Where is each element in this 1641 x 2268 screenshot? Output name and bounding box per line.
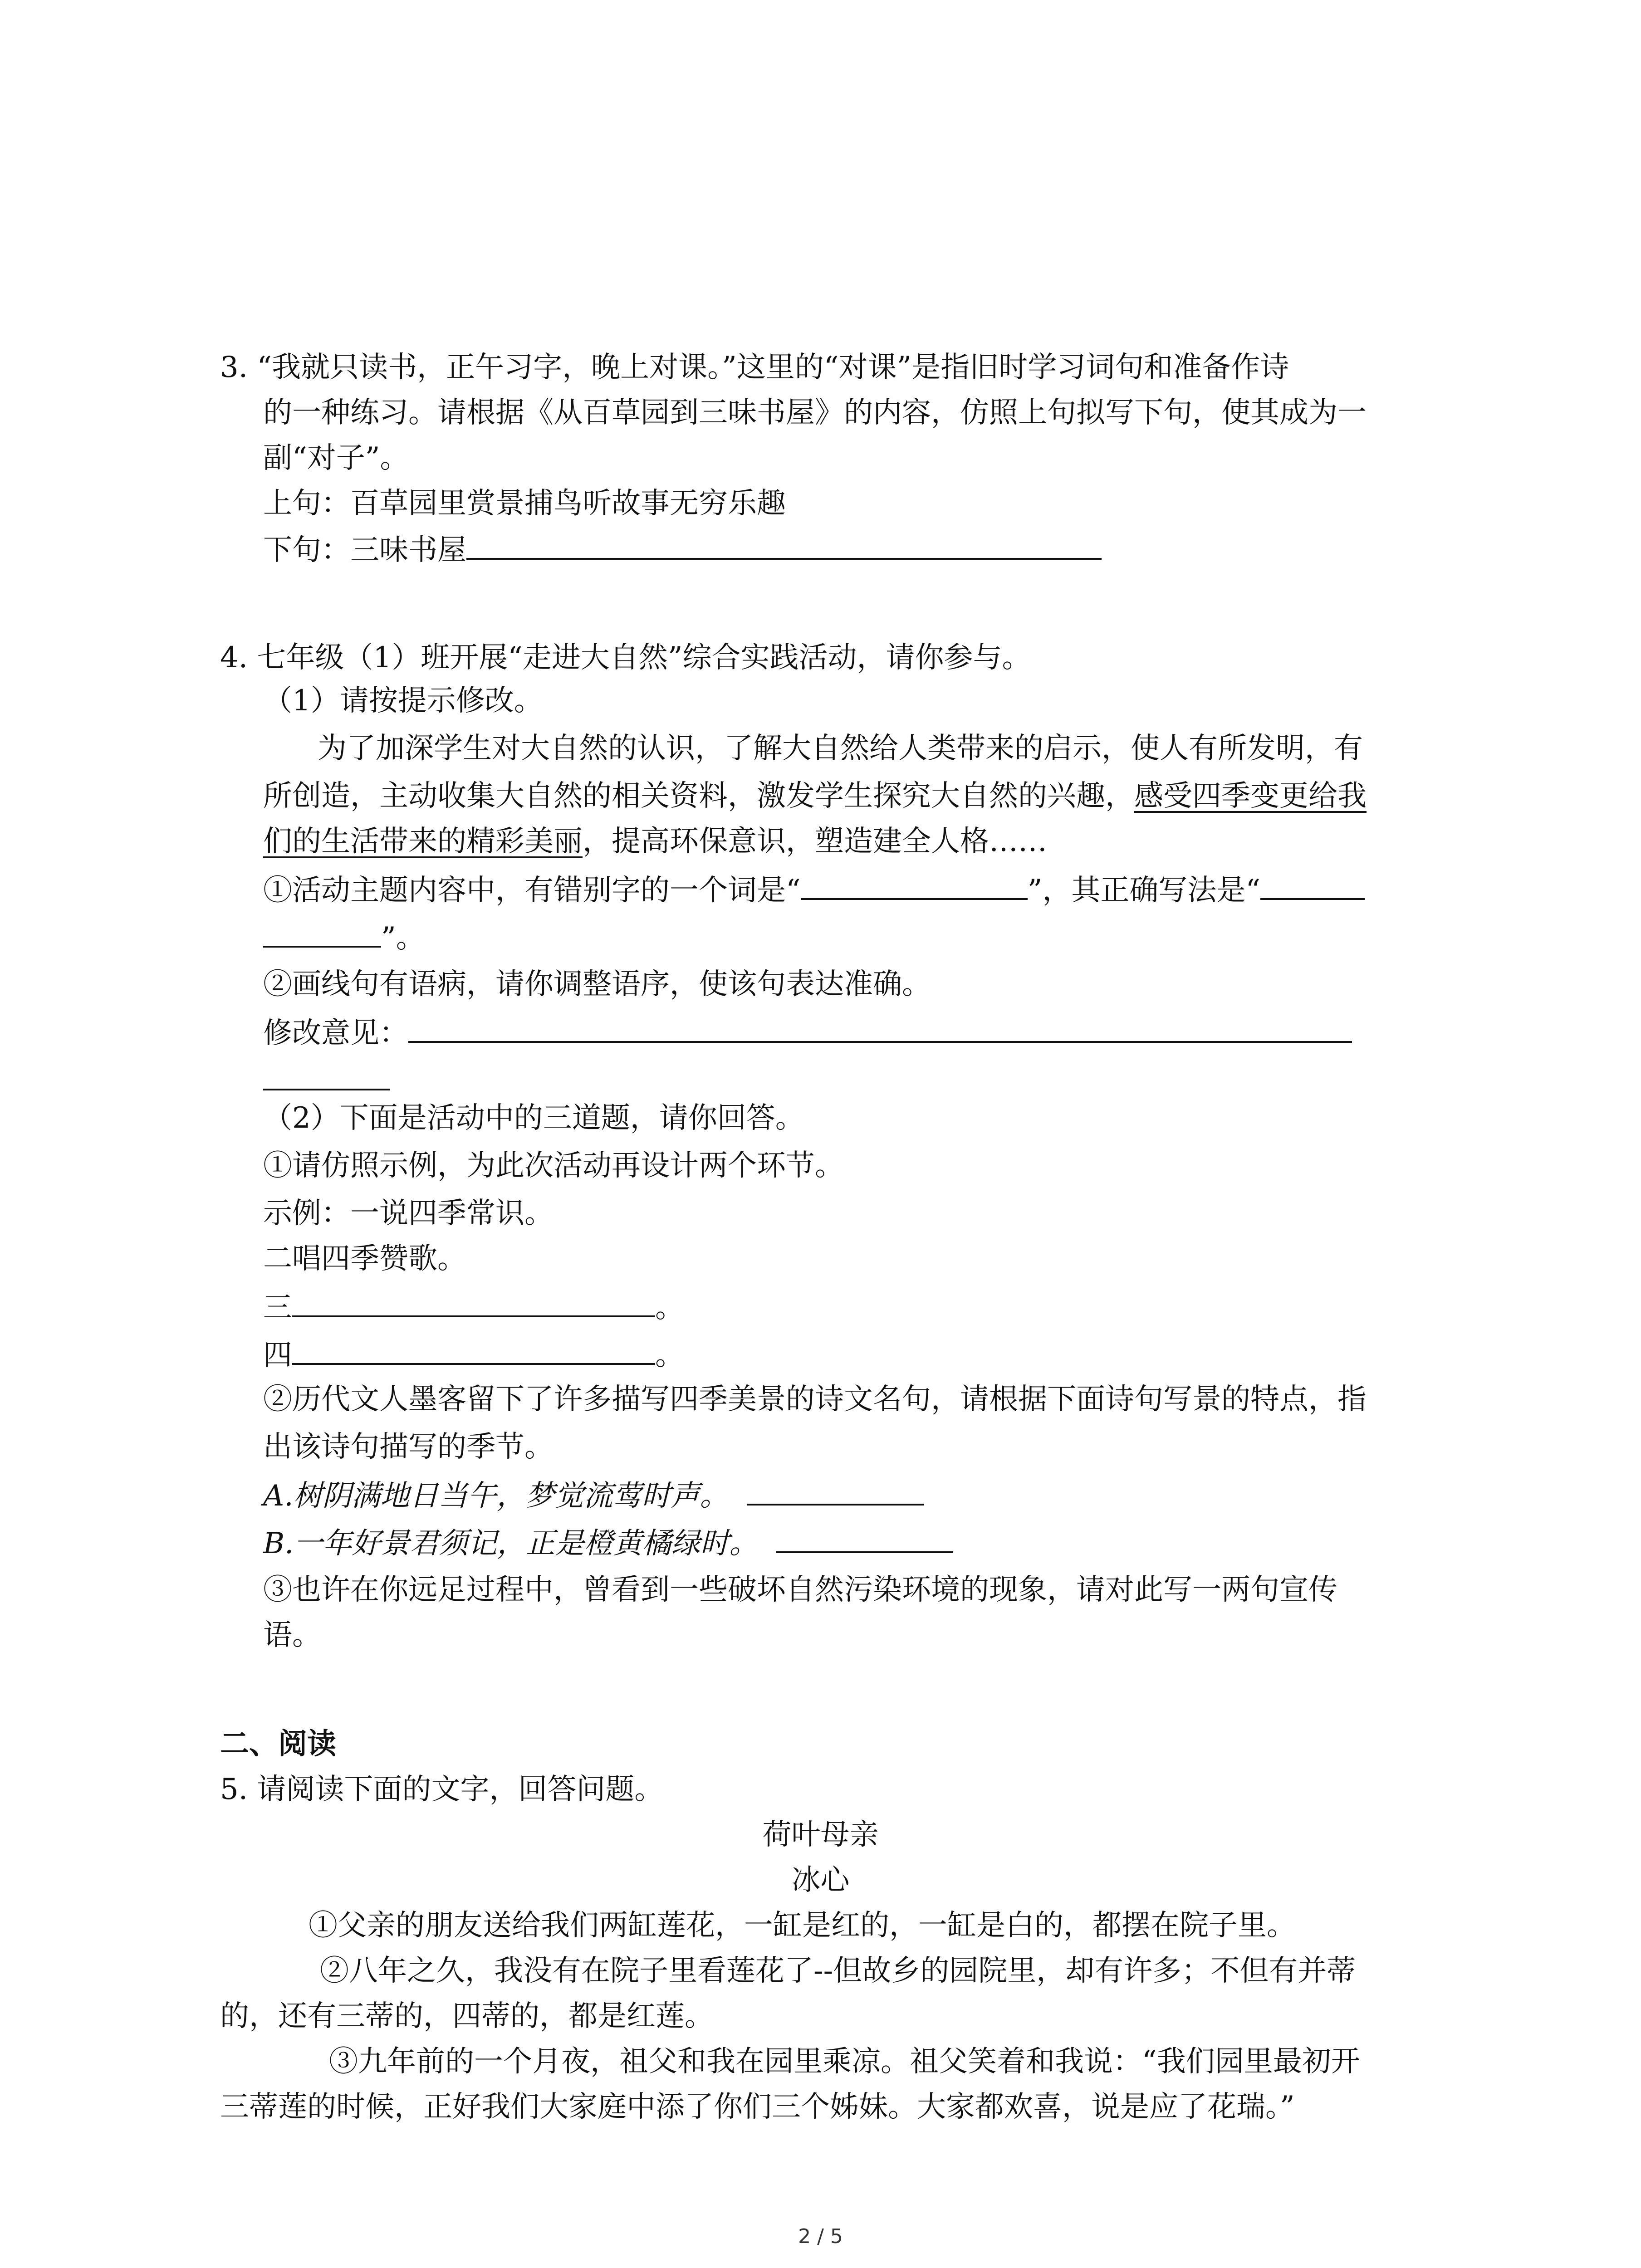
q4-q1-text-a: ①活动主题内容中，有错别字的一个词是“	[263, 874, 801, 907]
step-four-blank[interactable]	[292, 1336, 655, 1365]
correct-word-blank-part-2[interactable]	[263, 919, 381, 948]
q4-para-line-1: 为了加深学生对大自然的认识，了解大自然给人类带来的启示，使人有所发明，有	[318, 732, 1363, 765]
wrong-word-blank[interactable]	[801, 871, 1028, 900]
underlined-sentence-part-2: 们的生活带来的精彩美丽	[263, 825, 583, 858]
step-three-blank[interactable]	[292, 1288, 655, 1317]
q4-four-period: 。	[655, 1339, 684, 1372]
revise-blank-cont[interactable]	[263, 1061, 390, 1090]
q4-poem-line-2: 出该诗句描写的季节。	[263, 1430, 554, 1464]
revise-line	[263, 1014, 1352, 1051]
q3-line-2: 的一种练习。请根据《从百草园到三味书屋》的内容，仿照上句拟写下句，使其成为一	[263, 396, 1367, 430]
option-a-blank[interactable]	[747, 1476, 924, 1505]
q4-poem-line-1: ②历代文人墨客留下了许多描写四季美景的诗文名句，请根据下面诗句写景的特点，指	[263, 1383, 1367, 1416]
section-heading: 二、阅读	[220, 1727, 336, 1761]
q4-three-label: 三	[263, 1291, 292, 1325]
option-b-blank[interactable]	[776, 1524, 953, 1553]
article-paragraph-3-line-2: 三蒂莲的时候，正好我们大家庭中添了你们三个姊妹。大家都欢喜，说是应了花瑞。”	[220, 2090, 1295, 2124]
option-b-line	[263, 1524, 953, 1562]
q4-q1-text-b: ”，其正确写法是“	[1027, 874, 1261, 907]
article-paragraph-1: ①父亲的朋友送给我们两缸莲花，一缸是红的，一缸是白的，都摆在院子里。	[309, 1909, 1296, 1942]
q4-para-line-2-text: 所创造，主动收集大自然的相关资料，激发学生探究大自然的兴趣，	[263, 779, 1134, 813]
q3-line-1: 3. “我就只读书，正午习字，晚上对课。”这里的“对课”是指旧时学习词句和准备作诗	[220, 351, 1289, 384]
option-a-text: A.树阴满地日当午，梦觉流莺时声。	[263, 1479, 729, 1513]
underlined-sentence-part-1: 感受四季变更给我	[1134, 779, 1367, 813]
q4-sub-2: （2）下面是活动中的三道题，请你回答。	[263, 1101, 804, 1135]
revise-blank[interactable]	[408, 1014, 1352, 1043]
q4-sing: 二唱四季赞歌。	[263, 1242, 466, 1276]
revise-label: 修改意见：	[263, 1017, 408, 1050]
page-number: 2 / 5	[798, 2225, 843, 2248]
option-a-line	[263, 1476, 924, 1514]
q4-question-1	[263, 871, 1365, 909]
q4-para-line-2	[263, 778, 1367, 814]
q4-sub-1: （1）请按提示修改。	[263, 684, 543, 718]
article-title: 荷叶母亲	[762, 1818, 879, 1852]
q3-answer-blank[interactable]	[466, 531, 1102, 560]
q4-question-1-cont	[263, 919, 425, 956]
q3-line-3: 副“对子”。	[263, 441, 409, 475]
revise-line-cont	[263, 1061, 390, 1099]
q4-three-period: 。	[655, 1291, 684, 1325]
correct-word-blank-part-1[interactable]	[1260, 871, 1365, 900]
q4-slogan-line-2: 语。	[263, 1618, 321, 1652]
q4-activity-instruction: ①请仿照示例，为此次活动再设计两个环节。	[263, 1149, 844, 1183]
q5-instruction: 5. 请阅读下面的文字，回答问题。	[220, 1773, 664, 1806]
q4-para-line-3	[263, 823, 1047, 860]
article-paragraph-2-line-2: 的，还有三蒂的，四蒂的，都是红莲。	[220, 1999, 714, 2033]
article-author: 冰心	[791, 1863, 850, 1897]
q4-three-line	[263, 1288, 684, 1326]
article-paragraph-3-line-1: ③九年前的一个月夜，祖父和我在园里乘凉。祖父笑着和我说：“我们园里最初开	[329, 2045, 1360, 2078]
q3-lower-label: 下句：三味书屋	[263, 533, 466, 567]
q4-para-line-3-text: ，提高环保意识，塑造建全人格……	[583, 825, 1047, 858]
q4-slogan-line-1: ③也许在你远足过程中，曾看到一些破坏自然污染环境的现象，请对此写一两句宣传	[263, 1573, 1337, 1607]
q4-line-1: 4. 七年级（1）班开展“走进大自然”综合实践活动，请你参与。	[220, 641, 1031, 675]
q4-q1-text-c: ”。	[381, 921, 425, 955]
q3-upper-line: 上句：百草园里赏景捕鸟听故事无穷乐趣	[263, 487, 786, 520]
option-b-text: B.一年好景君须记，正是橙黄橘绿时。	[263, 1527, 759, 1560]
q4-four-label: 四	[263, 1339, 292, 1372]
q4-four-line	[263, 1336, 684, 1374]
article-paragraph-2-line-1: ②八年之久，我没有在院子里看莲花了--但故乡的园院里，却有许多；不但有并蒂	[320, 1954, 1356, 1988]
q4-question-2: ②画线句有语病，请你调整语序，使该句表达准确。	[263, 968, 931, 1001]
q3-lower-line	[263, 531, 1102, 568]
q4-example: 示例：一说四季常识。	[263, 1197, 554, 1230]
